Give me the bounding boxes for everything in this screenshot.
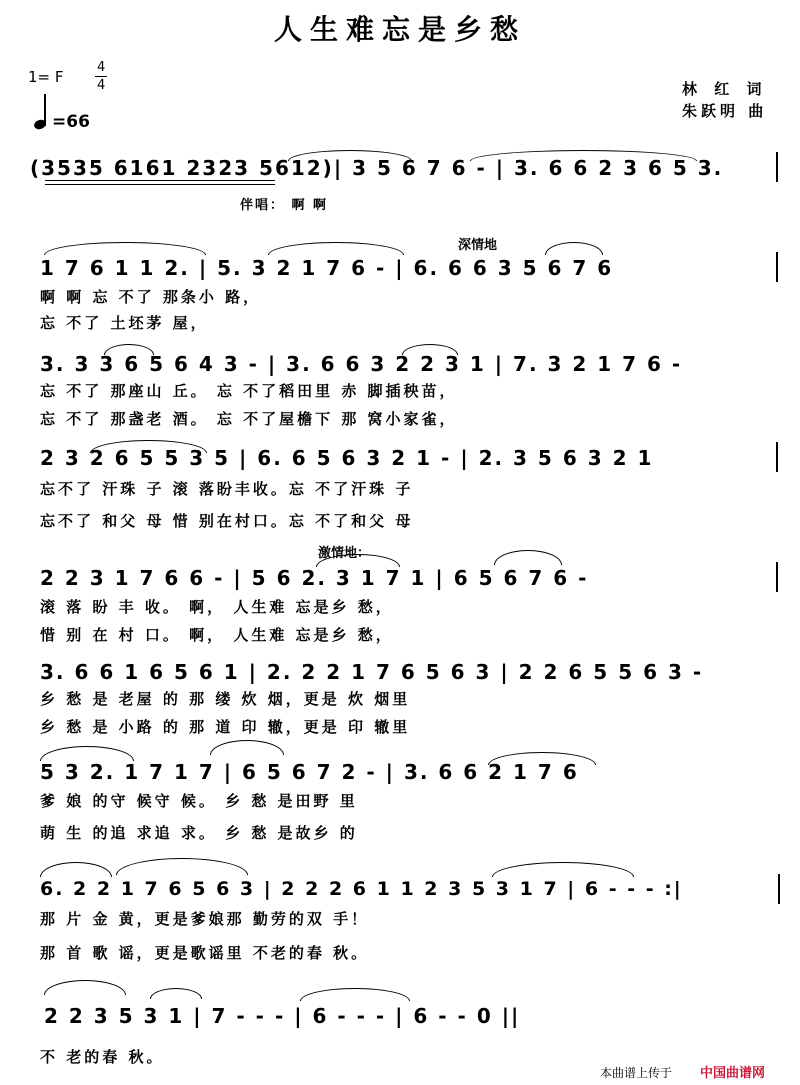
tie-arc bbox=[300, 988, 410, 1001]
beam-underline bbox=[45, 180, 275, 181]
expression-deep: 深情地 bbox=[458, 238, 498, 253]
lyrics-line-4a: 忘不了 汗珠 子 滚 落盼丰收。忘 不了汗珠 子 bbox=[40, 480, 414, 498]
repeat-barline bbox=[778, 874, 780, 904]
lyrics-line-3b: 忘 不了 那盏老 酒。 忘 不了屋檐下 那 窝小家雀， bbox=[40, 410, 458, 428]
time-signature-top: 4 bbox=[97, 60, 106, 75]
song-title: 人生难忘是乡愁 bbox=[273, 13, 526, 46]
tie-arc bbox=[494, 550, 562, 565]
tie-arc bbox=[116, 858, 248, 875]
footer-text: 本曲谱上传于 bbox=[600, 1066, 673, 1080]
notation-line-4: 2 3 2 6 5 5 3 5 | 6. 6 5 6 3 2 1 - | 2. 3 5 6 3 2 1 bbox=[40, 446, 654, 470]
notation-line-7: 5 3 2. 1 7 1 7 | 6 5 6 7 2 - | 3. 6 6 2 1 7 6 bbox=[40, 760, 579, 784]
time-signature-bottom: 4 bbox=[97, 78, 106, 93]
lyrics-line-2a: 啊 啊 忘 不了 那条小 路， bbox=[40, 288, 262, 306]
lyrics-line-4b: 忘不了 和父 母 惜 别在村口。忘 不了和父 母 bbox=[40, 512, 414, 530]
lyrics-line-6b: 乡 愁 是 小路 的 那 道 印 辙，更是 印 辙里 bbox=[40, 718, 411, 736]
tie-arc bbox=[210, 740, 284, 755]
lyrics-line-8b: 那 首 歌 谣，更是歌谣里 不老的春 秋。 bbox=[40, 944, 370, 962]
lyricist: 林 红 词 bbox=[682, 80, 768, 98]
tie-arc bbox=[545, 242, 603, 255]
tie-arc bbox=[44, 242, 206, 255]
barline bbox=[776, 442, 778, 472]
barline bbox=[776, 252, 778, 282]
tie-arc bbox=[492, 862, 634, 877]
tie-arc bbox=[268, 242, 404, 255]
footer-logo: 中国曲谱网 bbox=[700, 1066, 766, 1081]
tie-arc bbox=[40, 862, 112, 877]
tempo: =66 bbox=[52, 112, 90, 132]
notation-line-1: (3535 6161 2323 5612)| 3 5 6 7 6 - | 3. 6 6 2 3 6 5 3. bbox=[30, 156, 724, 180]
lyrics-line-6a: 乡 愁 是 老屋 的 那 缕 炊 烟，更是 炊 烟里 bbox=[40, 690, 411, 708]
key-signature: 1= F bbox=[28, 68, 64, 86]
tie-arc bbox=[44, 980, 126, 995]
notation-line-2: 1 7 6 1 1 2. | 5. 3 2 1 7 6 - | 6. 6 6 3 5 6 7 6 bbox=[40, 256, 614, 280]
notation-line-6: 3. 6 6 1 6 5 6 1 | 2. 2 2 1 7 6 5 6 3 | 2 2 6 5 5 6 3 - bbox=[40, 660, 704, 684]
beam-underline bbox=[45, 184, 275, 185]
lyrics-line-7a: 爹 娘 的守 候守 候。 乡 愁 是田野 里 bbox=[40, 792, 358, 810]
lyrics-line-3a: 忘 不了 那座山 丘。 忘 不了稻田里 赤 脚插秧苗， bbox=[40, 382, 458, 400]
barline bbox=[776, 562, 778, 592]
composer: 朱跃明 曲 bbox=[682, 102, 768, 120]
barline bbox=[776, 152, 778, 182]
lyrics-line-8a: 那 片 金 黄，更是爹娘那 勤劳的双 手！ bbox=[40, 910, 370, 928]
time-signature-divider bbox=[95, 76, 107, 77]
tie-arc bbox=[40, 746, 134, 761]
lyrics-line-1: 伴唱： 啊 啊 bbox=[240, 198, 329, 213]
lyrics-line-5b: 惜 别 在 村 口。 啊， 人生难 忘是乡 愁， bbox=[40, 626, 394, 644]
lyrics-line-5a: 滚 落 盼 丰 收。 啊， 人生难 忘是乡 愁， bbox=[40, 598, 394, 616]
notation-line-3: 3. 3 3 6 5 6 4 3 - | 3. 6 6 3 2 2 3 1 | 7. 3 2 1 7 6 - bbox=[40, 352, 683, 376]
notation-line-9: 2 2 3 5 3 1 | 7 - - - | 6 - - - | 6 - - 0 || bbox=[44, 1004, 521, 1028]
notation-line-8: 6. 2 2 1 7 6 5 6 3 | 2 2 2 6 1 1 2 3 5 3 1 7 | 6 - - - :| bbox=[40, 878, 683, 900]
tie-arc bbox=[150, 988, 202, 999]
lyrics-line-2b: 忘 不了 土坯茅 屋， bbox=[40, 314, 209, 332]
lyrics-line-7b: 萌 生 的追 求追 求。 乡 愁 是故乡 的 bbox=[40, 824, 358, 842]
lyrics-line-9: 不 老的春 秋。 bbox=[40, 1048, 165, 1066]
expression-passion: 激情地： bbox=[318, 546, 371, 561]
notation-line-5: 2 2 3 1 7 6 6 - | 5 6 2. 3 1 7 1 | 6 5 6 7 6 - bbox=[40, 566, 589, 590]
